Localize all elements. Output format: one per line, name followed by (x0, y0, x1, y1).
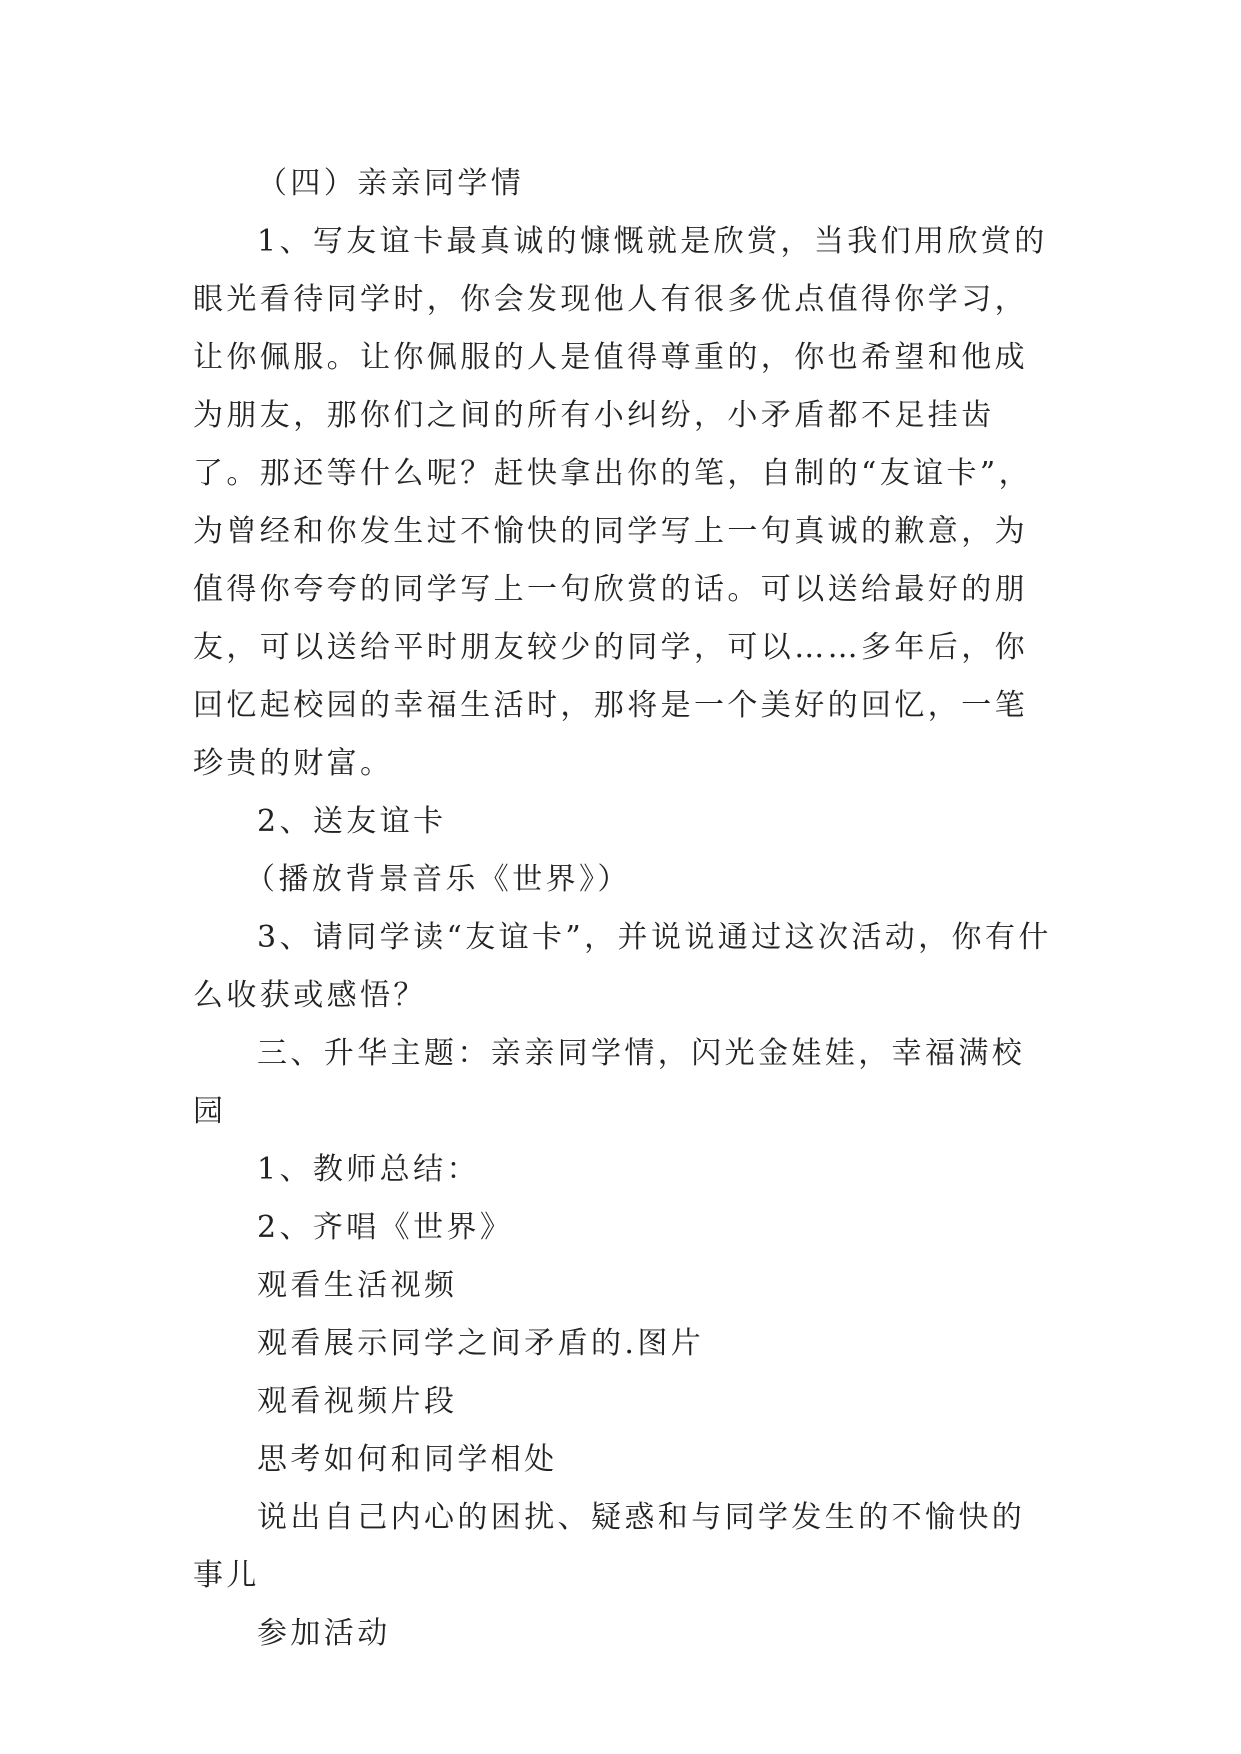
activity-item: 思考如何和同学相处 (257, 1442, 558, 1477)
activity-item: 说出自己内心的困扰、疑惑和与同学发生的不愉快的事儿 (193, 1500, 1026, 1593)
part-three-heading: 三、升华主题：亲亲同学情，闪光金娃娃，幸福满校园 (193, 1036, 1026, 1129)
sing-together: 2、齐唱《世界》 (257, 1210, 514, 1245)
paragraph-friendship-card: 1、写友谊卡最真诚的慷慨就是欣赏，当我们用欣赏的眼光看待同学时，你会发现他人有很多优点值得你学习，让你佩服。让你佩服的人是值得尊重的，你也希望和他成为朋友，那你们之间的所有小纠纷，小矛盾都不足挂齿了。那还等什么呢？赶快拿出你的笔，自制的“友谊卡”，为曾经和你发生过不愉快的同学写上一句真诚的歉意，为值得你夸夸的同学写上一句欣赏的话。可以送给最好的朋友，可以送给平时朋友较少的同学，可以……多年后，你回忆起校园的幸福生活时，那将是一个美好的回忆，一笔珍贵的财富。 (193, 224, 1048, 781)
activity-item: 观看展示同学之间矛盾的.图片 (257, 1326, 705, 1361)
paragraph-send-card: 2、送友谊卡 (257, 804, 447, 839)
teacher-summary: 1、教师总结： (257, 1152, 480, 1187)
document-body (193, 155, 1053, 1663)
activity-item: 观看生活视频 (257, 1268, 458, 1303)
paragraph-background-music: （播放背景音乐《世界》） (245, 862, 631, 897)
activity-item: 参加活动 (257, 1616, 391, 1651)
activity-item: 观看视频片段 (257, 1384, 458, 1419)
paragraph-read-card: 3、请同学读“友谊卡”，并说说通过这次活动，你有什么收获或感悟？ (193, 920, 1052, 1013)
section-heading: （四）亲亲同学情 (257, 166, 525, 201)
